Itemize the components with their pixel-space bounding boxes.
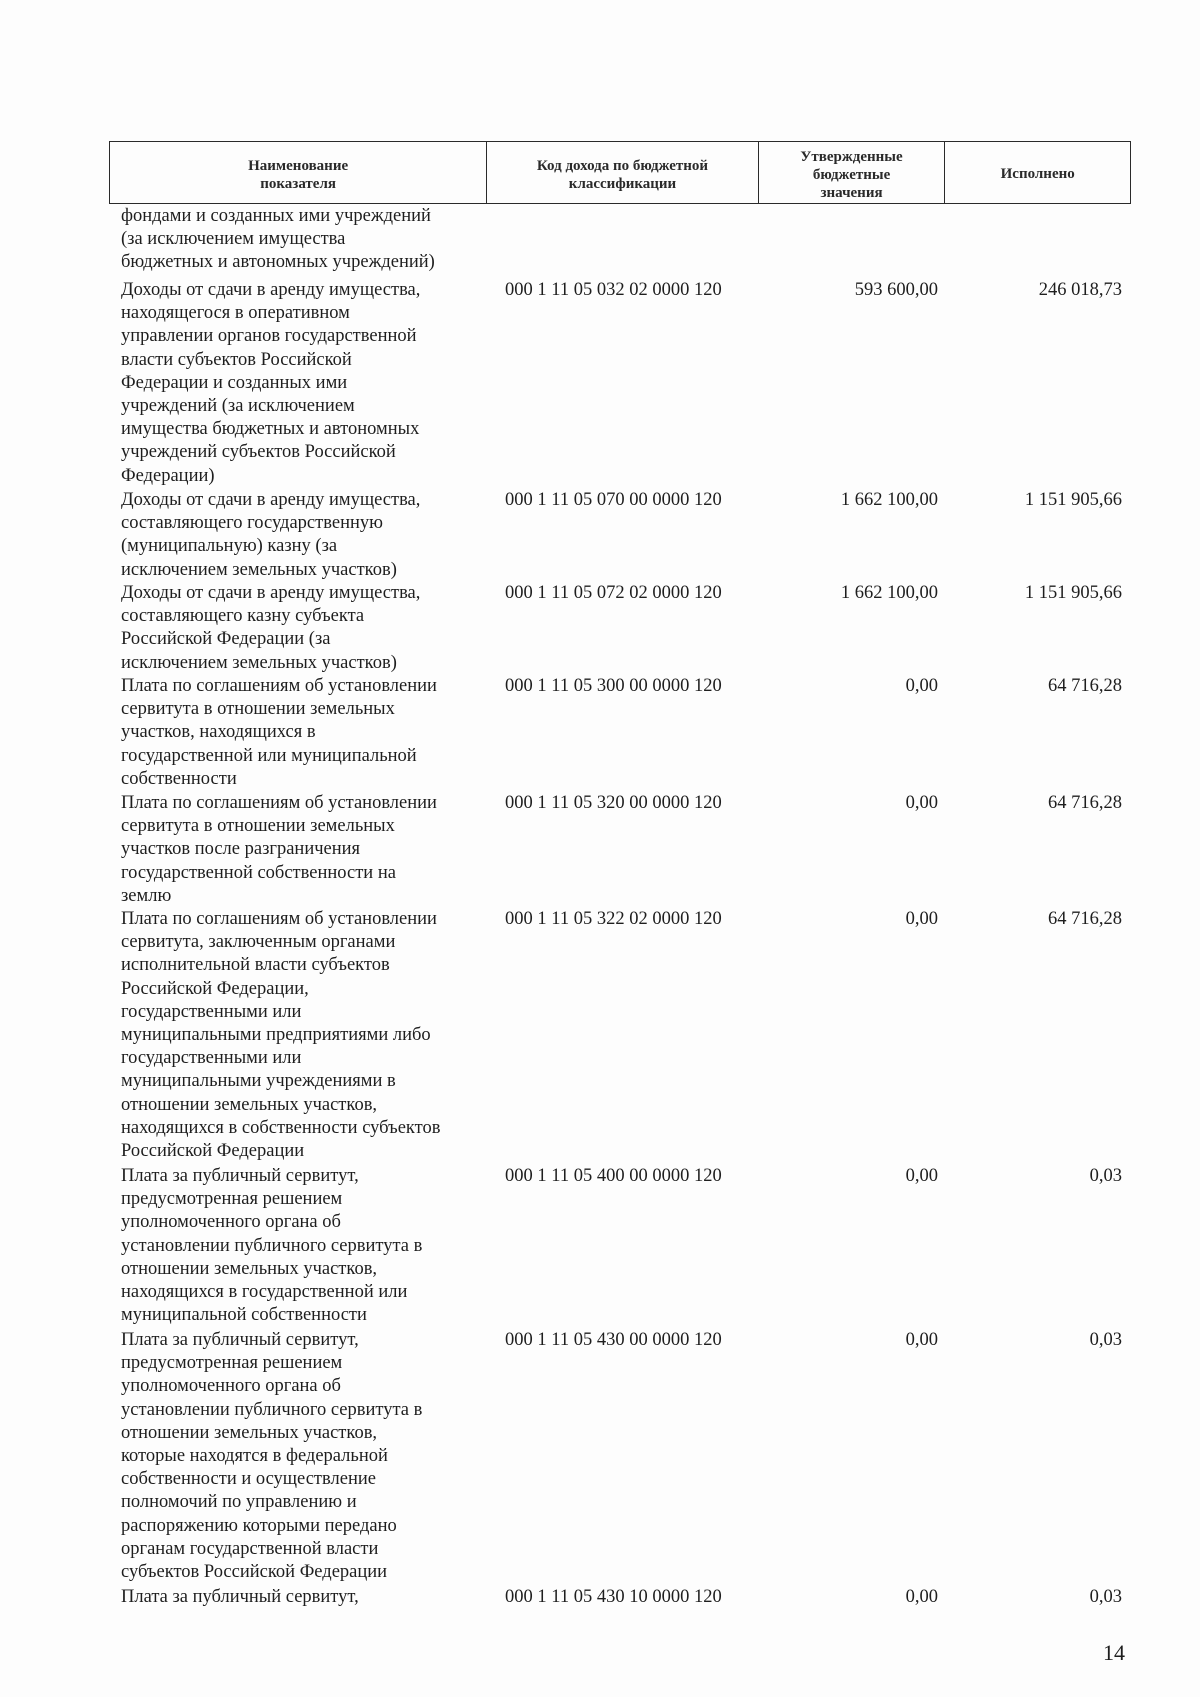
executed-value: 0,03	[1089, 1587, 1122, 1607]
approved-value: 0,00	[905, 676, 938, 696]
executed-value: 1 151 905,66	[1024, 583, 1122, 603]
approved-value: 0,00	[905, 909, 938, 929]
revenue-code: 000 1 11 05 300 00 0000 120	[505, 676, 722, 696]
revenue-code: 000 1 11 05 400 00 0000 120	[505, 1166, 722, 1186]
revenue-code: 000 1 11 05 430 00 0000 120	[505, 1330, 722, 1350]
indicator-name: Доходы от сдачи в аренду имущества, составляющего государственную (муниципальную) казну (за исключением земельных участков)	[121, 490, 421, 580]
executed-value: 1 151 905,66	[1024, 490, 1122, 510]
header-approved-values: Утвержденные бюджетные значения	[759, 142, 946, 203]
page-number: 14	[1103, 1640, 1125, 1665]
revenue-code: 000 1 11 05 322 02 0000 120	[505, 909, 722, 929]
indicator-name: Плата за публичный сервитут, предусмотренная решением уполномоченного органа об установлении публичного сервитута в отношении земельных участков, находящихся в государственной или муниципальной собственности	[121, 1166, 423, 1326]
executed-value: 64 716,28	[1048, 793, 1122, 813]
indicator-name: фондами и созданных ими учреждений (за исключением имущества бюджетных и автономных учреждений)	[121, 206, 435, 273]
approved-value: 1 662 100,00	[840, 583, 938, 603]
indicator-name: Плата за публичный сервитут, предусмотренная решением уполномоченного органа об установлении публичного сервитута в отношении земельных участков, которые находятся в федеральной собственности и осуществление полномочий по управлению и распоряжению которыми передано органам государственной власти субъектов Российской Федерации	[121, 1330, 423, 1583]
executed-value: 0,03	[1089, 1166, 1122, 1186]
indicator-name: Плата по соглашениям об установлении сервитута в отношении земельных участков, находящихся в государственной или муниципальной собственности	[121, 676, 437, 789]
indicator-name: Плата по соглашениям об установлении сервитута, заключенным органами исполнительной власти субъектов Российской Федерации, государственными или муниципальными предприятиями либо государственными или муниципальными учреждениями в отношении земельных участков, находящихся в собственности субъектов Российской Федерации	[121, 909, 441, 1162]
revenue-code: 000 1 11 05 070 00 0000 120	[505, 490, 722, 510]
approved-value: 0,00	[905, 1166, 938, 1186]
executed-value: 64 716,28	[1048, 676, 1122, 696]
executed-value: 64 716,28	[1048, 909, 1122, 929]
approved-value: 1 662 100,00	[840, 490, 938, 510]
indicator-name: Доходы от сдачи в аренду имущества, составляющего казну субъекта Российской Федерации (за исключением земельных участков)	[121, 583, 421, 673]
header-executed: Исполнено	[1000, 165, 1075, 182]
indicator-name: Доходы от сдачи в аренду имущества, находящегося в оперативном управлении органов государственной власти субъектов Российской Федерации и созданных ими учреждений (за исключением имущества бюджетных и автономных учреждений субъектов Российской Федерации)	[121, 280, 421, 486]
approved-value: 0,00	[905, 1587, 938, 1607]
table-header	[109, 141, 1131, 204]
executed-value: 246 018,73	[1038, 280, 1122, 300]
revenue-code: 000 1 11 05 430 10 0000 120	[505, 1587, 722, 1607]
approved-value: 0,00	[905, 1330, 938, 1350]
approved-value: 0,00	[905, 793, 938, 813]
revenue-code: 000 1 11 05 072 02 0000 120	[505, 583, 722, 603]
approved-value: 593 600,00	[854, 280, 938, 300]
executed-value: 0,03	[1089, 1330, 1122, 1350]
indicator-name: Плата по соглашениям об установлении сервитута в отношении земельных участков после разграничения государственной собственности на землю	[121, 793, 437, 906]
revenue-code: 000 1 11 05 320 00 0000 120	[505, 793, 722, 813]
header-revenue-code: Код дохода по бюджетной классификации	[487, 142, 758, 203]
revenue-code: 000 1 11 05 032 02 0000 120	[505, 280, 722, 300]
header-indicator-name: Наименование показателя	[110, 142, 487, 203]
indicator-name: Плата за публичный сервитут,	[121, 1587, 359, 1607]
